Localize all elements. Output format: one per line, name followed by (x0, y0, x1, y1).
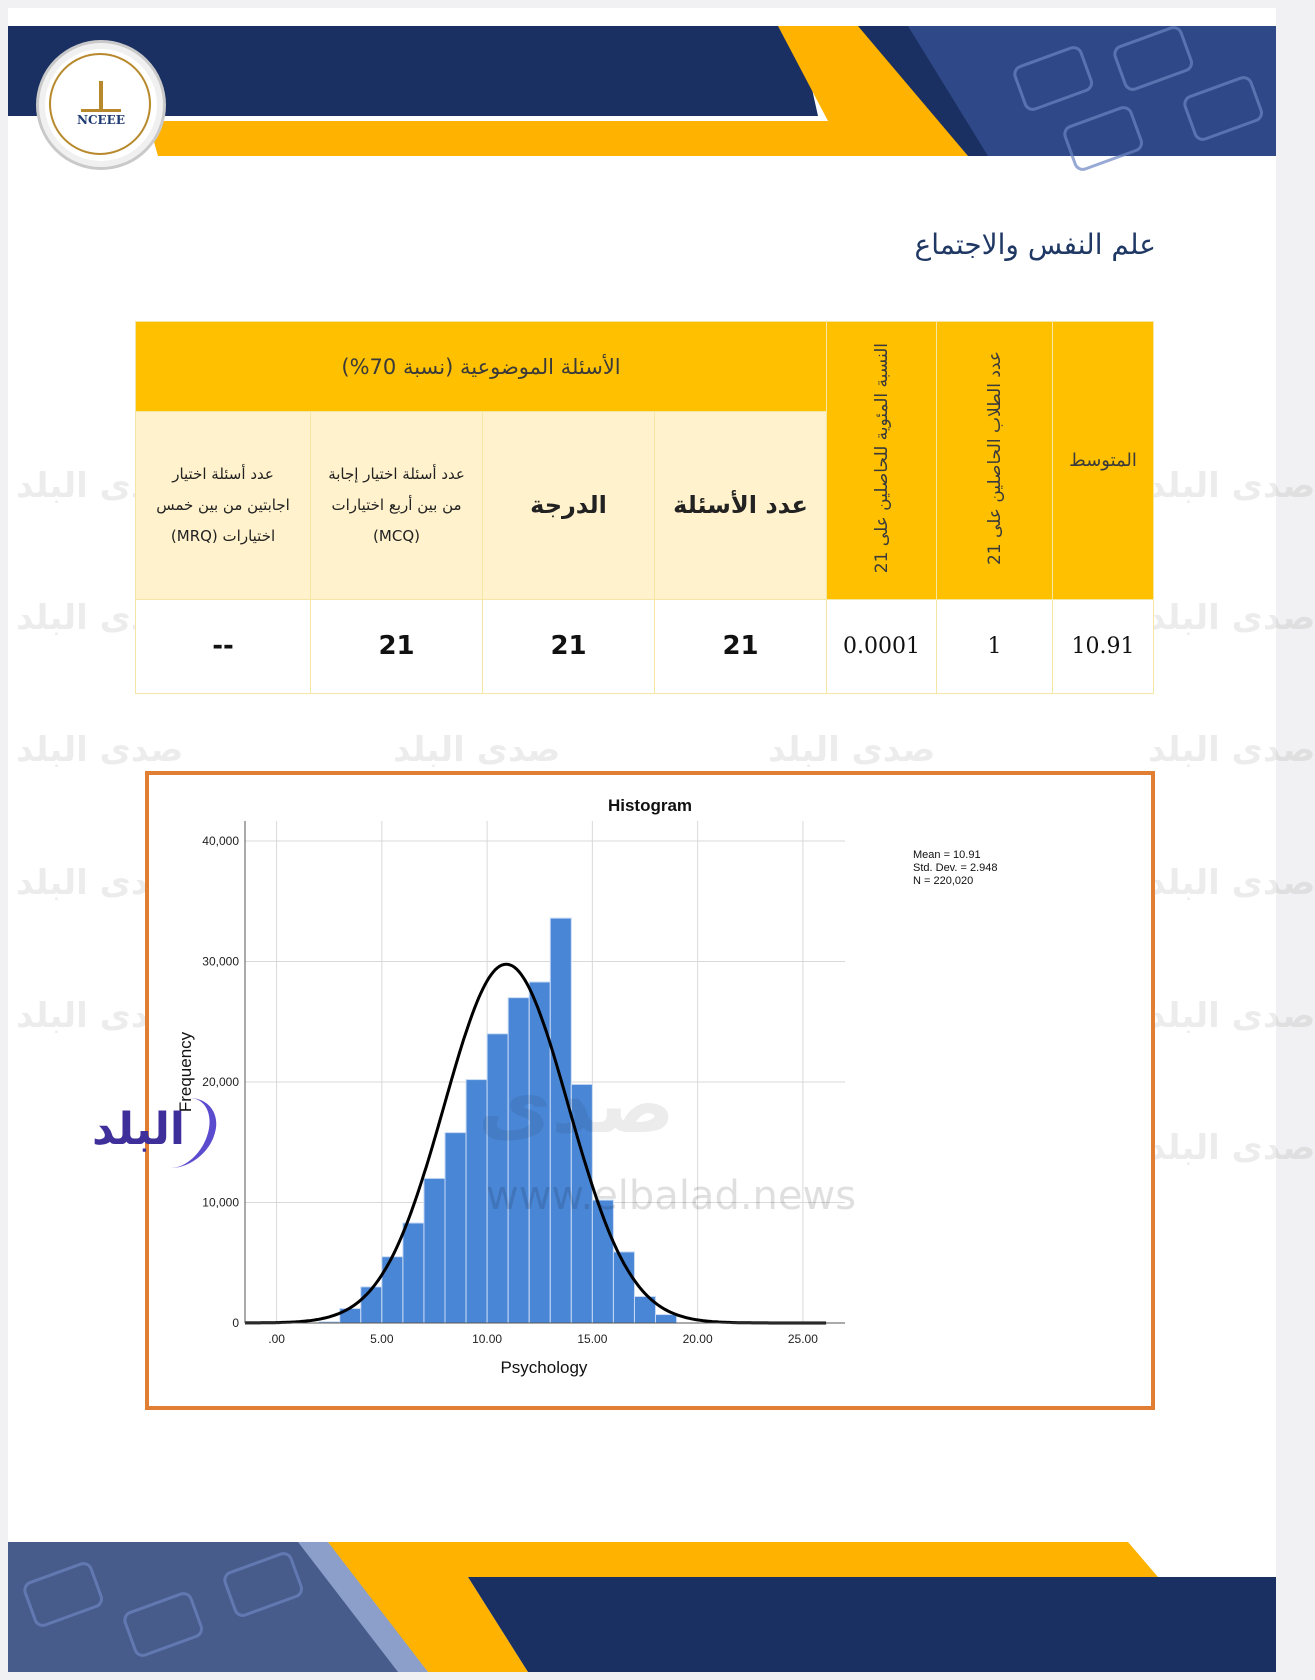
watermark: صدى البلد (1148, 863, 1315, 903)
header-students: عدد الطلاب الحاصلين على 21 (937, 322, 1053, 600)
watermark: صدى البلد (16, 996, 184, 1036)
header-num-questions: عدد الأسئلة (655, 412, 827, 600)
page-title: علم النفس والاجتماع (914, 228, 1156, 261)
x-tick-label: 5.00 (370, 1332, 394, 1346)
brand-logo: البلد (92, 1104, 185, 1155)
header-objective-questions: الأسئلة الموضوعية (نسبة 70%) (136, 322, 827, 412)
chart-title: Histogram (607, 796, 693, 815)
watermark: صدى البلد (1148, 598, 1315, 638)
watermark: صدى البلد (768, 730, 936, 770)
stats-label: Mean = 10.91 (913, 849, 981, 861)
y-axis-label: Frequency (176, 1031, 195, 1113)
stats-label: Std. Dev. = 2.948 (913, 862, 998, 874)
value-mean: 10.91 (1053, 599, 1154, 693)
x-tick-label: 20.00 (682, 1332, 713, 1346)
histogram-bar (445, 1133, 466, 1323)
header-percent: النسبة المئوية للحاصلين على 21 (827, 322, 937, 600)
histogram-bar (403, 1223, 424, 1323)
header-mrq: عدد أسئلة اختيار اجابتين من بين خمس اختيارات (MRQ) (136, 412, 311, 600)
watermark: صدى البلد (1148, 730, 1315, 770)
watermark: صدى البلد (393, 730, 561, 770)
watermark: صدى البلد (1148, 1128, 1315, 1168)
nceee-logo (36, 40, 166, 170)
scales-icon (81, 81, 121, 112)
watermark-url: www.elbalad.news (486, 1173, 857, 1219)
x-tick-label: 25.00 (787, 1332, 818, 1346)
top-banner (8, 26, 1276, 156)
x-tick-label: 15.00 (577, 1332, 608, 1346)
stats-label: N = 220,020 (913, 875, 974, 887)
histogram-bar (361, 1287, 382, 1323)
value-grade: 21 (483, 599, 655, 693)
value-mcq: 21 (311, 599, 483, 693)
value-num-questions: 21 (655, 599, 827, 693)
value-mrq: -- (136, 599, 311, 693)
header-mean: المتوسط (1053, 322, 1154, 600)
watermark: صدى البلد (16, 598, 184, 638)
y-tick-label: 40,000 (202, 834, 239, 848)
x-axis-label: Psychology (500, 1358, 588, 1377)
x-tick-label: 10.00 (472, 1332, 503, 1346)
y-tick-label: 30,000 (202, 954, 239, 969)
watermark: صدى البلد (1148, 996, 1315, 1036)
x-tick-label: .00 (268, 1332, 285, 1346)
header-mcq: عدد أسئلة اختيار إجابة من بين أربع اختيارات (MCQ) (311, 412, 483, 600)
histogram-bar (508, 998, 529, 1323)
histogram-bar (656, 1315, 677, 1323)
watermark: صدى البلد (16, 863, 184, 903)
histogram-bar (424, 1178, 445, 1323)
watermark: صدى البلد (16, 730, 184, 770)
value-percent: 0.0001 (827, 599, 937, 693)
y-tick-label: 0 (232, 1316, 239, 1330)
header-grade: الدرجة (483, 412, 655, 600)
page (8, 8, 1315, 1672)
y-tick-label: 20,000 (202, 1075, 239, 1089)
watermark: صدى البلد (16, 466, 184, 506)
bottom-banner (8, 1542, 1276, 1672)
value-students: 1 (937, 599, 1053, 693)
logo-text: NCEEE (77, 113, 125, 127)
results-table (135, 321, 1154, 694)
watermark-large: صدى (478, 1058, 675, 1151)
watermark: صدى البلد (1148, 466, 1315, 506)
histogram-bar (382, 1257, 403, 1323)
y-tick-label: 10,000 (202, 1195, 239, 1210)
